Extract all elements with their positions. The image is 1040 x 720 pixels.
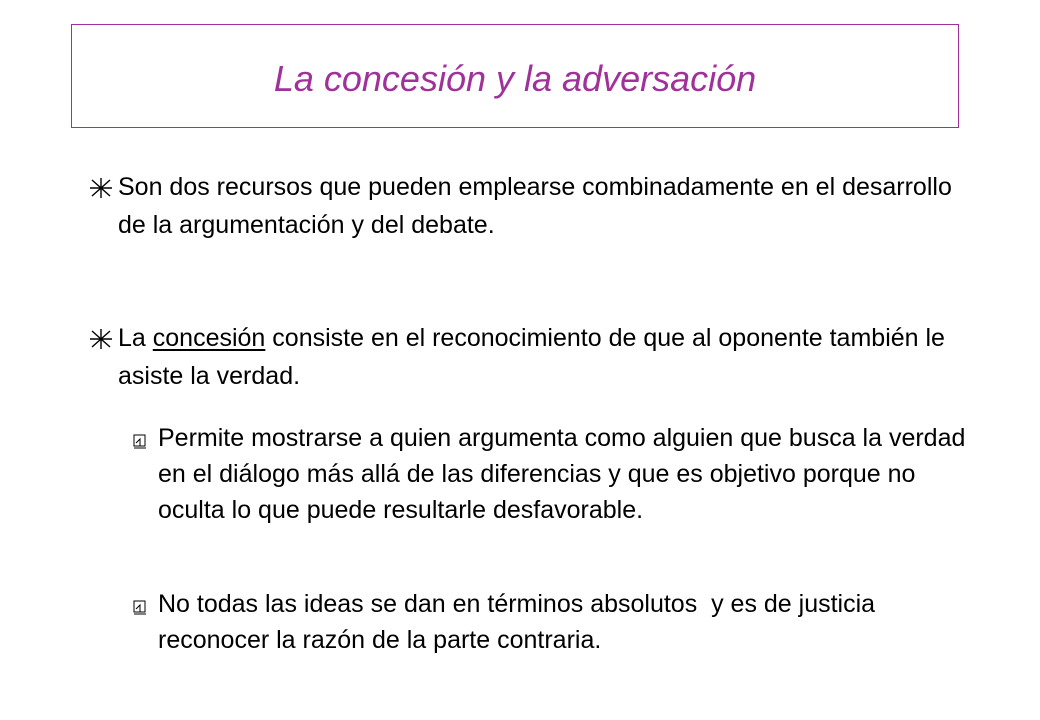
subbullet-text: No todas las ideas se dan en términos absolutos y es de justicia reconocer la razón de la parte contraria. (158, 590, 883, 654)
underlined-term: concesión (152, 324, 266, 352)
bullet-prefix: La (118, 324, 153, 352)
bullet-text (86, 319, 966, 395)
checkbox-icon (130, 597, 150, 617)
bullet-item (86, 168, 966, 244)
subbullet-text: Permite mostrarse a quien argumenta como alguien que busca la verdad en el diálogo más allá de las diferencias y que es objetivo porque no oculta lo que puede resultarle desfavorable. (158, 424, 966, 524)
subbullet-item (130, 420, 970, 528)
bullet-text: Son dos recursos que pueden emplearse combinadamente en el desarrollo de la argumentación y del debate. (118, 173, 952, 239)
slide-title: La concesión y la adversación (273, 58, 757, 99)
asterisk-icon (86, 326, 116, 352)
bullet-item (86, 319, 966, 395)
bullet-suffix: consiste en el reconocimiento de que al oponente también le asiste la verdad. (118, 324, 952, 390)
asterisk-icon (86, 175, 116, 201)
title-box (71, 24, 959, 128)
checkbox-icon (130, 431, 150, 451)
subbullet-item (130, 586, 970, 658)
